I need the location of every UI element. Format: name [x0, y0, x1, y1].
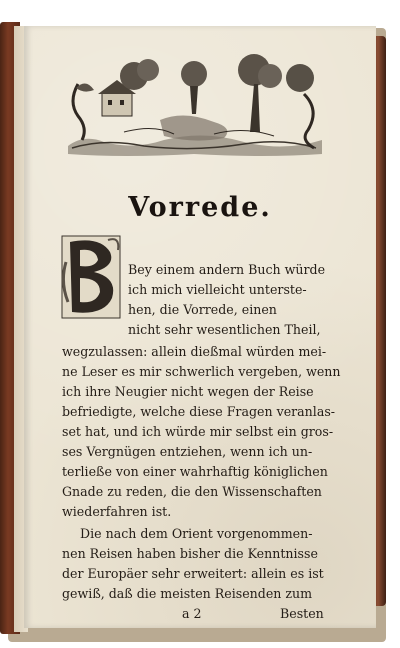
- body-line: ich ihre Neugier nicht wegen der Reise: [62, 384, 314, 399]
- decorated-initial-b-illustration: [60, 232, 122, 322]
- body-line: Die nach dem Orient vorgenommen-: [80, 526, 313, 541]
- body-line: hen, die Vorrede, einen: [128, 302, 277, 317]
- signature-mark: a 2: [182, 606, 202, 621]
- landscape-vignette-illustration: [64, 54, 326, 158]
- body-line: nen Reisen haben bisher die Kenntnisse: [62, 546, 318, 561]
- page-title: Vorrede.: [128, 192, 272, 223]
- body-line: gewiß, daß die meisten Reisenden zum: [62, 586, 313, 601]
- body-line: nicht sehr wesentlichen Theil,: [128, 322, 321, 337]
- body-line: wiederfahren ist.: [62, 504, 172, 519]
- body-line: der Europäer sehr erweitert: allein es ist: [62, 566, 324, 581]
- body-line: set hat, und ich würde mir selbst ein gros-: [62, 424, 334, 439]
- body-line: Bey einem andern Buch würde: [128, 262, 326, 277]
- book-page: [24, 26, 376, 628]
- body-line: ses Vergnügen entziehen, wenn ich un-: [62, 444, 313, 459]
- catchword: Besten: [280, 606, 324, 621]
- body-line: ne Leser es mir schwerlich vergeben, wenn: [62, 364, 341, 379]
- body-line: ich mich vielleicht unterste-: [128, 282, 307, 297]
- body-line: terließe von einer wahrhaftig königlichen: [62, 464, 328, 479]
- body-line: Gnade zu reden, die den Wissenschaften: [62, 484, 322, 499]
- body-line: wegzulassen: allein dießmal würden mei-: [62, 344, 327, 359]
- body-line: befriedigte, welche diese Fragen veranlas-: [62, 404, 336, 419]
